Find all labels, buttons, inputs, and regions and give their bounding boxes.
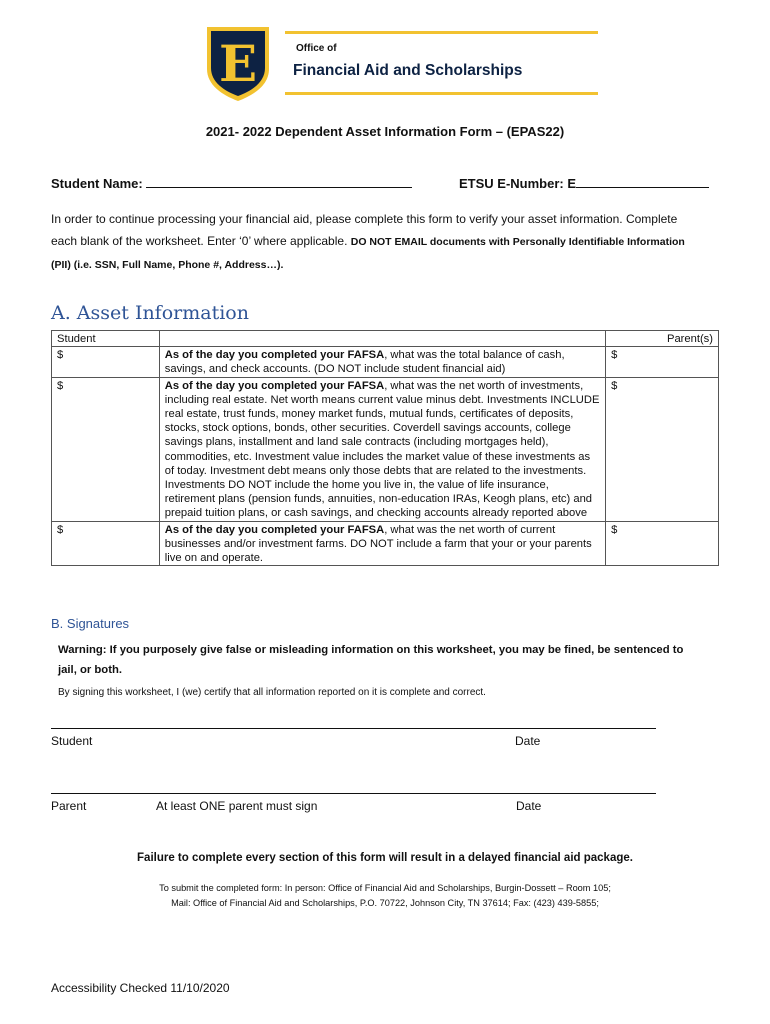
student-name-blank[interactable] — [146, 175, 412, 188]
logo-letter: E — [218, 34, 258, 93]
parent-signature-label: Parent — [51, 799, 87, 813]
question-text: , what was the net worth of current businesses and/or investment farms. DO NOT include a farm that your or your parents live on and operate. — [164, 523, 592, 565]
question-business — [159, 521, 605, 566]
parent-amount-cash[interactable]: $ — [606, 347, 719, 377]
intro-text: In order to continue processing your financial aid, please complete this form to verify your asset information. Complete each blank of the worksheet. Enter ‘0’ where applicable. — [51, 212, 678, 248]
col-header-parents: Parent(s) — [606, 331, 719, 347]
parent-date-label: Date — [516, 799, 542, 813]
student-name-field[interactable] — [51, 175, 412, 191]
submit-mail-fax: Mail: Office of Financial Aid and Scholarships, P.O. 70722, Johnson City, TN 37614; Fax: (423) 439-5855; — [171, 898, 599, 908]
table-row — [52, 347, 719, 377]
table-row — [52, 521, 719, 566]
question-text: , what was the net worth of investments, including real estate. Net worth means current value minus debt. Investments INCLUDE real estate, trust funds, money market funds, mutual funds, certificates of deposits, stocks, stock options, bonds, other securities. Coverdell savings accounts, college savings plans, installment and land sale contracts (including mortgages held), commodities, etc. Investment value includes the market value of these investments as of today. Investment debt means only those debts that are related to the investments. Investments DO NOT include the home you live in, the value of life insurance, retirement plans (pension funds, annuities, non-education IRAs, Keogh plans, etc) and prepaid tuition plans, or cash savings, and checking accounts already reported above — [164, 379, 600, 520]
col-header-student: Student — [52, 331, 160, 347]
header-top-rule — [285, 31, 598, 34]
question-lead: As of the day you completed your FAFSA — [164, 379, 385, 392]
certify-statement: By signing this worksheet, I (we) certify that all information reported on it is complete and correct. — [58, 687, 486, 698]
intro-pii-warning: DO NOT EMAIL documents with Personally Identifiable Information (PII) (i.e. SSN, Full Name, Phone #, Address…). — [51, 236, 685, 271]
etsu-logo — [204, 25, 272, 103]
student-amount-cash[interactable]: $ — [52, 347, 160, 377]
fraud-warning: Warning: If you purposely give false or misleading information on this worksheet, you may be fined, be sentenced to jail, or both. — [58, 644, 684, 676]
parent-signature-line[interactable] — [51, 793, 656, 794]
question-cash — [159, 347, 605, 377]
submission-instructions — [0, 881, 770, 911]
office-of-label: Office of — [296, 43, 337, 54]
enumber-field[interactable] — [459, 175, 709, 191]
intro-paragraph — [51, 208, 691, 276]
question-text: , what was the total balance of cash, savings, and check accounts. (DO NOT include student financial aid) — [164, 349, 565, 376]
accessibility-note: Accessibility Checked 11/10/2020 — [51, 981, 230, 995]
student-signature-label: Student — [51, 734, 93, 748]
student-amount-investments[interactable]: $ — [52, 377, 160, 521]
submit-in-person: To submit the completed form: In person: Office of Financial Aid and Scholarships, Burgin-Dossett – Room 105; — [159, 883, 611, 893]
asset-table-header-row — [52, 331, 719, 347]
student-signature-line[interactable] — [51, 728, 656, 729]
question-investments — [159, 377, 605, 521]
table-row — [52, 377, 719, 521]
section-a-title: A. Asset Information — [51, 302, 249, 324]
header-bottom-rule — [285, 92, 598, 95]
failure-notice: Failure to complete every section of this form will result in a delayed financial aid package. — [137, 852, 633, 864]
parent-amount-investments[interactable]: $ — [606, 377, 719, 521]
form-title: 2021- 2022 Dependent Asset Information Form – (EPAS22) — [205, 124, 565, 139]
question-lead: As of the day you completed your FAFSA — [164, 349, 385, 362]
student-date-label: Date — [515, 734, 541, 748]
student-amount-business[interactable]: $ — [52, 521, 160, 566]
parent-amount-business[interactable]: $ — [606, 521, 719, 566]
asset-table — [51, 330, 719, 566]
col-header-description — [159, 331, 605, 347]
student-name-label: Student Name: — [51, 176, 143, 191]
section-b-title: B. Signatures — [51, 616, 130, 631]
parent-signature-note: At least ONE parent must sign — [156, 799, 318, 813]
office-name: Financial Aid and Scholarships — [293, 62, 523, 79]
enumber-blank[interactable] — [576, 175, 709, 188]
question-lead: As of the day you completed your FAFSA — [164, 523, 385, 536]
enumber-label: ETSU E-Number: E — [459, 176, 577, 191]
